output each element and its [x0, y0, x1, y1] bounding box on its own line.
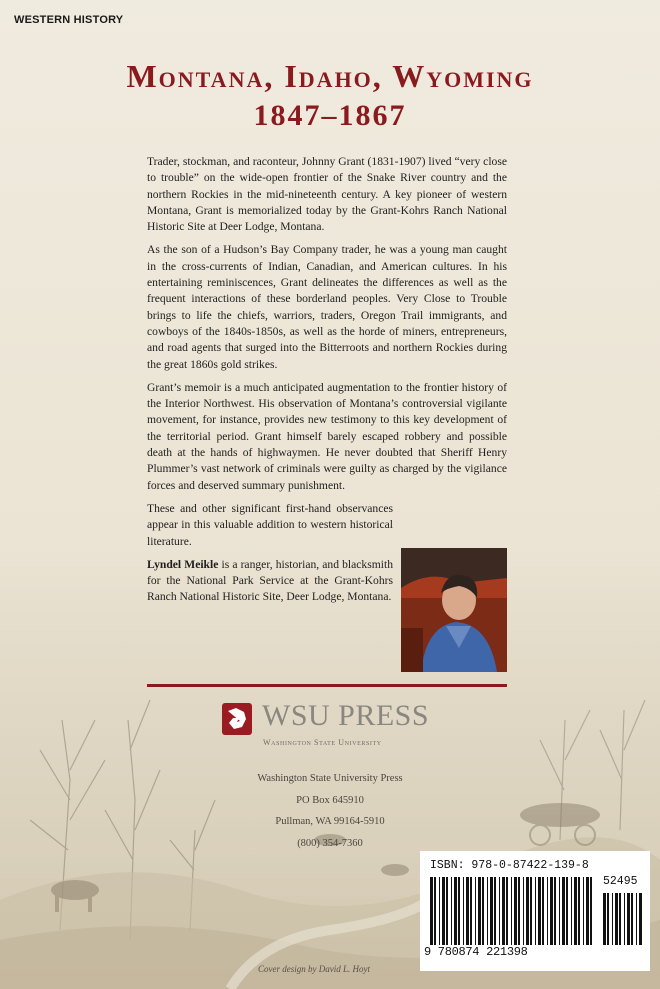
barcode-bar — [612, 893, 613, 945]
barcode-bar — [439, 877, 440, 945]
barcode-bar — [470, 877, 472, 945]
barcode-bar — [636, 893, 637, 945]
barcode-bar — [466, 877, 469, 945]
barcode-bar — [639, 893, 642, 945]
barcode-bar — [550, 877, 553, 945]
barcode-bar — [514, 877, 517, 945]
category-label: WESTERN HISTORY — [14, 14, 124, 26]
barcode-bar — [458, 877, 460, 945]
paragraph-2: As the son of a Hudson’s Bay Company trader, he was a young man caught in the cross-currents of Indian, Canadian, and American cultures. In his entertaining reminiscences, Grant delineates the differences as well as the frequent interactions of these borderland peoples. Very Close to Trouble brings to life the chiefs, warriors, traders, Oregon Trail immigrants, and cowboys of the 1840s-1850s, as well as the horde of miners, entrepreneurs, and road agents that surged into the Bitterroots and northern Rockies during the great 1860s gold strikes. — [147, 243, 507, 371]
ean-number: 9 780874 221398 — [424, 945, 528, 959]
barcode-bar — [475, 877, 476, 945]
address-line: Washington State University Press — [257, 773, 403, 784]
author-name: Lyndel Meikle — [147, 557, 219, 571]
barcode-panel — [420, 851, 650, 971]
author-bio-text: is a ranger, historian, and blacksmith for the National Park Service at the Grant-Kohrs Ranch National Historic Site, Deer Lodge, Montana. — [147, 557, 393, 604]
wsu-cougar-icon — [222, 703, 252, 735]
barcode-bar — [446, 877, 448, 945]
barcode-bar — [530, 877, 532, 945]
publisher-logo — [222, 699, 442, 749]
barcode-bar — [535, 877, 536, 945]
cover-title — [0, 56, 660, 136]
price-barcode — [603, 893, 645, 945]
barcode-bar — [430, 877, 433, 945]
title-line-1: Montana, Idaho, Wyoming — [126, 58, 534, 94]
barcode-bar — [574, 877, 577, 945]
barcode-bar — [590, 877, 592, 945]
cover-credit: Cover design by David L. Hoyt — [258, 964, 370, 974]
barcode-bar — [538, 877, 541, 945]
publisher-subname: Washington State University — [263, 738, 382, 747]
title-line-2: 1847–1867 — [253, 99, 407, 132]
barcode-bar — [487, 877, 488, 945]
barcode-bar — [523, 877, 524, 945]
barcode-bar — [631, 893, 633, 945]
divider-rule — [147, 684, 507, 687]
barcode-bar — [619, 893, 621, 945]
author-bio — [147, 557, 393, 606]
barcode-bar — [511, 877, 512, 945]
paragraph-3-main: Grant’s memoir is a much anticipated augmentation to the frontier history of the Interior Northwest. His observation of Montana’s controversial vigilante movement, for instance, provides new testimony to this key development of the territorial period. Grant himself barely escaped robbery and possible death at the hands of highwaymen. He never doubted that Sheriff Henry Plummer’s vast network of criminals were guilty as charged by the vigilance forces and deserved summary punishment. — [147, 380, 507, 492]
publisher-name: WSU PRESS — [262, 699, 430, 732]
barcode-bar — [442, 877, 445, 945]
barcode-bar — [624, 893, 625, 945]
barcode-bar — [506, 877, 508, 945]
barcode-bar — [615, 893, 618, 945]
barcode-bar — [554, 877, 556, 945]
barcode-bar — [463, 877, 464, 945]
isbn-text: ISBN: 978-0-87422-139-8 — [430, 859, 589, 872]
barcode-bar — [451, 877, 452, 945]
barcode-bar — [482, 877, 484, 945]
barcode-bar — [526, 877, 529, 945]
barcode-bar — [518, 877, 520, 945]
paragraph-1: Trader, stockman, and raconteur, Johnny Grant (1831-1907) lived “very close to trouble” on the wide-open frontier of the Snake River country and the northern Rockies in the mid-nineteenth century. A key pioneer of western Montana, Grant is memorialized today by the Grant-Kohrs Ranch National Historic Site at Deer Lodge, Montana. — [147, 155, 507, 234]
barcode-bar — [571, 877, 572, 945]
barcode-bar — [566, 877, 568, 945]
barcode-bar — [434, 877, 436, 945]
barcode-bar — [586, 877, 589, 945]
address-line: PO Box 645910 — [296, 794, 364, 806]
barcode-bar — [502, 877, 505, 945]
barcode-bar — [547, 877, 548, 945]
barcode-bar — [499, 877, 500, 945]
author-photo — [401, 548, 507, 672]
barcode-bar — [454, 877, 457, 945]
barcode-bar — [607, 893, 609, 945]
barcode-bar — [494, 877, 496, 945]
price-code: 52495 — [603, 875, 638, 888]
paragraph-3 — [147, 380, 507, 494]
barcode-bar — [490, 877, 493, 945]
barcode-bar — [583, 877, 584, 945]
barcode-bar — [603, 893, 606, 945]
publisher-address — [200, 768, 460, 854]
address-line: Pullman, WA 99164-5910 — [275, 816, 385, 827]
address-line: (800) 354-7360 — [297, 837, 363, 849]
barcode-bar — [627, 893, 630, 945]
barcode-bar — [478, 877, 481, 945]
paragraph-3-continued: These and other significant first-hand observances appear in this valuable addition to western historical literature. — [147, 501, 393, 548]
ean-barcode — [430, 877, 595, 945]
barcode-bar — [578, 877, 580, 945]
description-text — [147, 154, 507, 613]
barcode-bar — [559, 877, 560, 945]
barcode-bar — [542, 877, 544, 945]
barcode-bar — [562, 877, 565, 945]
